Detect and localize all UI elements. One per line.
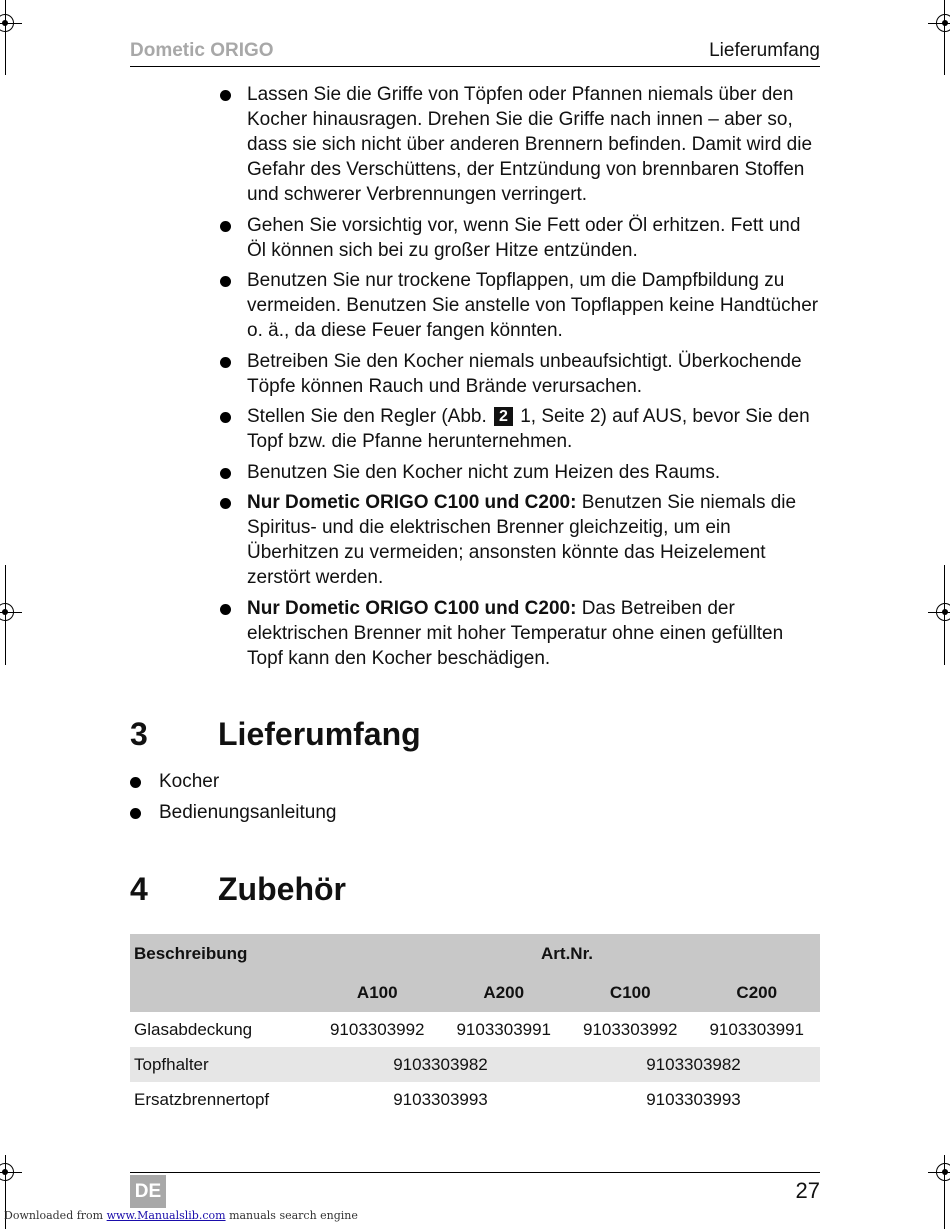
bullet-icon — [220, 468, 231, 479]
table-cell: 9103303992 — [329, 1019, 425, 1039]
section-heading-zubehoer — [130, 871, 346, 908]
list-item — [220, 490, 820, 590]
table-header-cell: A100 — [314, 973, 441, 1012]
list-item-text: Bedienungsanleitung — [159, 802, 337, 823]
list-item-text: Benutzen Sie nur trockene Topflappen, um die Dampfbildung zu vermeiden. Benutzen Sie anstelle von Topflappen keine Handtücher o. ä., da diese Feuer fangen könnten. — [247, 270, 819, 341]
list-item-text: Benutzen Sie niemals die Spiritus- und die elektrischen Brenner gleichzeitig, um ein Überhitzen zu vermeiden; ansonsten könnte das Heizelement zerstört werden. — [247, 492, 797, 588]
section-title: Zubehör — [218, 871, 346, 907]
table-row — [130, 1047, 820, 1082]
list-item-bold-prefix: Nur Dometic ORIGO C100 und C200: — [247, 597, 577, 619]
crop-line — [928, 1172, 950, 1173]
list-item-text: Stellen Sie den Regler (Abb. — [247, 406, 487, 427]
list-item-text: Betreiben Sie den Kocher niemals unbeaufsichtigt. Überkochende Töpfe können Rauch und Brände verursachen. — [247, 350, 802, 397]
safety-list — [220, 82, 820, 676]
bullet-icon — [130, 808, 141, 819]
table-cell: 9103303991 — [456, 1019, 552, 1039]
header-brand: Dometic ORIGO — [130, 40, 274, 61]
table-header-cell: Beschreibung — [130, 934, 314, 973]
header-rule — [130, 66, 820, 67]
list-item — [220, 460, 820, 485]
crop-line — [928, 612, 950, 613]
bullet-icon — [220, 357, 231, 368]
table-cell: Ersatzbrennertopf — [134, 1089, 270, 1109]
crop-line — [944, 0, 945, 75]
list-item-text: Kocher — [159, 771, 220, 792]
table-cell: 9103303993 — [646, 1089, 741, 1109]
download-notice — [4, 1209, 358, 1222]
table-cell: 9103303993 — [393, 1089, 488, 1109]
bullet-icon — [220, 412, 231, 423]
bullet-icon — [130, 777, 141, 788]
table-row — [130, 1012, 820, 1047]
list-item-text: Lassen Sie die Griffe von Töpfen oder Pfannen niemals über den Kocher hinausragen. Drehen Sie die Griffe nach innen – aber so, dass sie sich nicht über anderen Brennern befinden. Damit wird die Gefahr des Verschüttens, der Entzündung von brennbaren Stoffen und schwerer Verbrennungen verringert. — [247, 84, 813, 205]
bullet-icon — [220, 604, 231, 615]
footer-rule — [130, 1172, 820, 1173]
table-header-row — [130, 973, 820, 1012]
crop-line — [0, 23, 22, 24]
crop-line — [944, 565, 945, 665]
list-item-text: 1, Seite 2) auf AUS, bevor Sie den Topf bzw. die Pfanne herunternehmen. — [247, 406, 810, 452]
section-number: 3 — [130, 716, 148, 752]
manualslib-link[interactable]: www.Manualslib.com — [106, 1209, 226, 1222]
list-item — [220, 82, 820, 207]
table-header-cell: Art.Nr. — [314, 934, 820, 973]
table-row — [130, 1082, 820, 1117]
table-cell: 9103303991 — [709, 1019, 805, 1039]
crop-line — [0, 612, 22, 613]
bullet-icon — [220, 276, 231, 287]
page-number: 27 — [795, 1178, 820, 1203]
table-cell: Topfhalter — [130, 1047, 314, 1082]
list-item — [220, 213, 820, 263]
table-header-cell: A200 — [441, 973, 568, 1012]
table-cell: Glasabdeckung — [134, 1019, 253, 1039]
crop-line — [928, 23, 950, 24]
section-title: Lieferumfang — [218, 716, 421, 752]
list-item — [220, 349, 820, 399]
bullet-icon — [220, 498, 231, 509]
crop-line — [944, 1155, 945, 1229]
table-header-row — [130, 934, 820, 973]
table-cell: 9103303992 — [582, 1019, 678, 1039]
section-heading-lieferumfang — [130, 716, 421, 753]
bullet-icon — [220, 221, 231, 232]
table-header-cell: C200 — [694, 973, 821, 1012]
section-number: 4 — [130, 871, 148, 907]
list-item — [220, 404, 820, 454]
list-item-text: Gehen Sie vorsichtig vor, wenn Sie Fett oder Öl erhitzen. Fett und Öl können sich bei zu großer Hitze entzünden. — [247, 214, 801, 261]
list-item-text: Benutzen Sie den Kocher nicht zum Heizen des Raums. — [247, 461, 721, 483]
crop-line — [5, 565, 6, 665]
download-suffix: manuals search engine — [229, 1209, 358, 1222]
crop-line — [0, 1172, 22, 1173]
language-badge: DE — [130, 1175, 166, 1208]
scope-of-delivery-list — [130, 769, 630, 831]
header-section-title: Lieferumfang — [709, 40, 820, 61]
crop-line — [5, 0, 6, 75]
accessories-table — [130, 934, 820, 1117]
table-cell: 9103303982 — [567, 1047, 820, 1082]
table-cell: 9103303982 — [314, 1047, 567, 1082]
list-item-bold-prefix: Nur Dometic ORIGO C100 und C200: — [247, 492, 577, 513]
list-item — [220, 268, 820, 343]
table-header-cell — [130, 973, 314, 1012]
list-item — [130, 769, 630, 794]
figure-reference-badge: 2 — [494, 407, 513, 426]
bullet-icon — [220, 90, 231, 101]
list-item — [130, 800, 630, 825]
list-item-text: Das Betreiben der elektrischen Brenner mit hoher Temperatur ohne einen gefüllten Topf kann den Kocher beschädigen. — [247, 597, 784, 669]
list-item — [220, 596, 820, 671]
table-header-cell: C100 — [567, 973, 694, 1012]
download-prefix: Downloaded from — [4, 1209, 104, 1222]
